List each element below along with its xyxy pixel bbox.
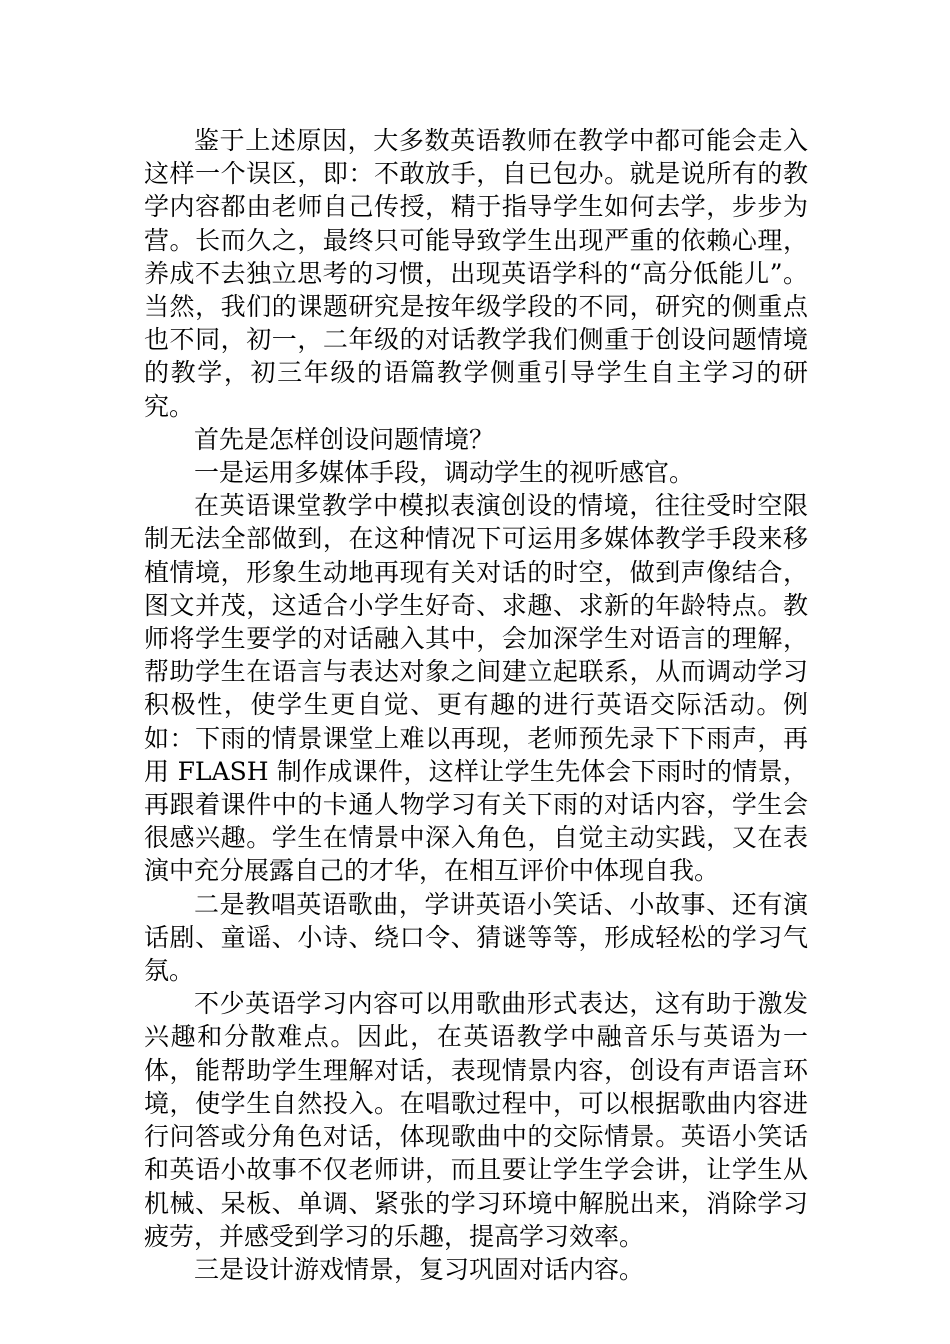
paragraph-point-three-heading: 三是设计游戏情景，复习巩固对话内容。 [194,1254,645,1284]
paragraph-multimedia: 在英语课堂教学中模拟表演创设的情境，往往受时空限制无法全部做到，在这种情况下可运用多媒体教学手段来移植情境，形象生动地再现有关对话的时空，做到声像结合，图文并茂，这适合小学生好奇、求趣、求新的年龄特点。教师将学生要学的对话融入其中，会加深学生对语言的理解，帮助学生在语言与表达对象之间建立起联系，从而调动学习积极性，使学生更自觉、更有趣的进行英语交际活动。例如：下雨的情景课堂上难以再现，老师预先录下下雨声，再用 FLASH 制作成课件，这样让学生先体会下雨时的情景，再跟着课件中的卡通人物学习有关下雨的对话内容，学生会很感兴趣。学生在情景中深入角色，自觉主动实践，又在表演中充分展露自己的才华，在相互评价中体现自我。 [144,491,808,886]
paragraph-songs: 不少英语学习内容可以用歌曲形式表达，这有助于激发兴趣和分散难点。因此，在英语教学中融音乐与英语为一体，能帮助学生理解对话，表现情景内容，创设有声语言环境，使学生自然投入。在唱歌过程中，可以根据歌曲内容进行问答或分角色对话，体现歌曲中的交际情景。英语小笑话和英语小故事不仅老师讲，而且要让学生学会讲，让学生从机械、呆板、单调、紧张的学习环境中解脱出来，消除学习疲劳，并感受到学习的乐趣，提高学习效率。 [144,989,808,1251]
document-body [144,124,808,1286]
paragraph-misconception: 鉴于上述原因，大多数英语教师在教学中都可能会走入这样一个误区，即：不敢放手，自已包办。就是说所有的教学内容都由老师自己传授，精于指导学生如何去学，步步为营。长而久之，最终只可能导致学生出现严重的依赖心理，养成不去独立思考的习惯，出现英语学科的“高分低能儿”。当然，我们的课题研究是按年级学段的不同，研究的侧重点也不同，初一，二年级的对话教学我们侧重于创设问题情境的教学，初三年级的语篇教学侧重引导学生自主学习的研究。 [144,126,808,421]
paragraph-question-heading: 首先是怎样创设问题情境？ [194,424,495,454]
paragraph-point-one-heading: 一是运用多媒体手段，调动学生的视听感官。 [194,458,695,488]
paragraph-point-two-heading: 二是教唱英语歌曲，学讲英语小笑话、小故事、还有演话剧、童谣、小诗、绕口令、猜谜等等，形成轻松的学习气氛。 [144,889,808,986]
